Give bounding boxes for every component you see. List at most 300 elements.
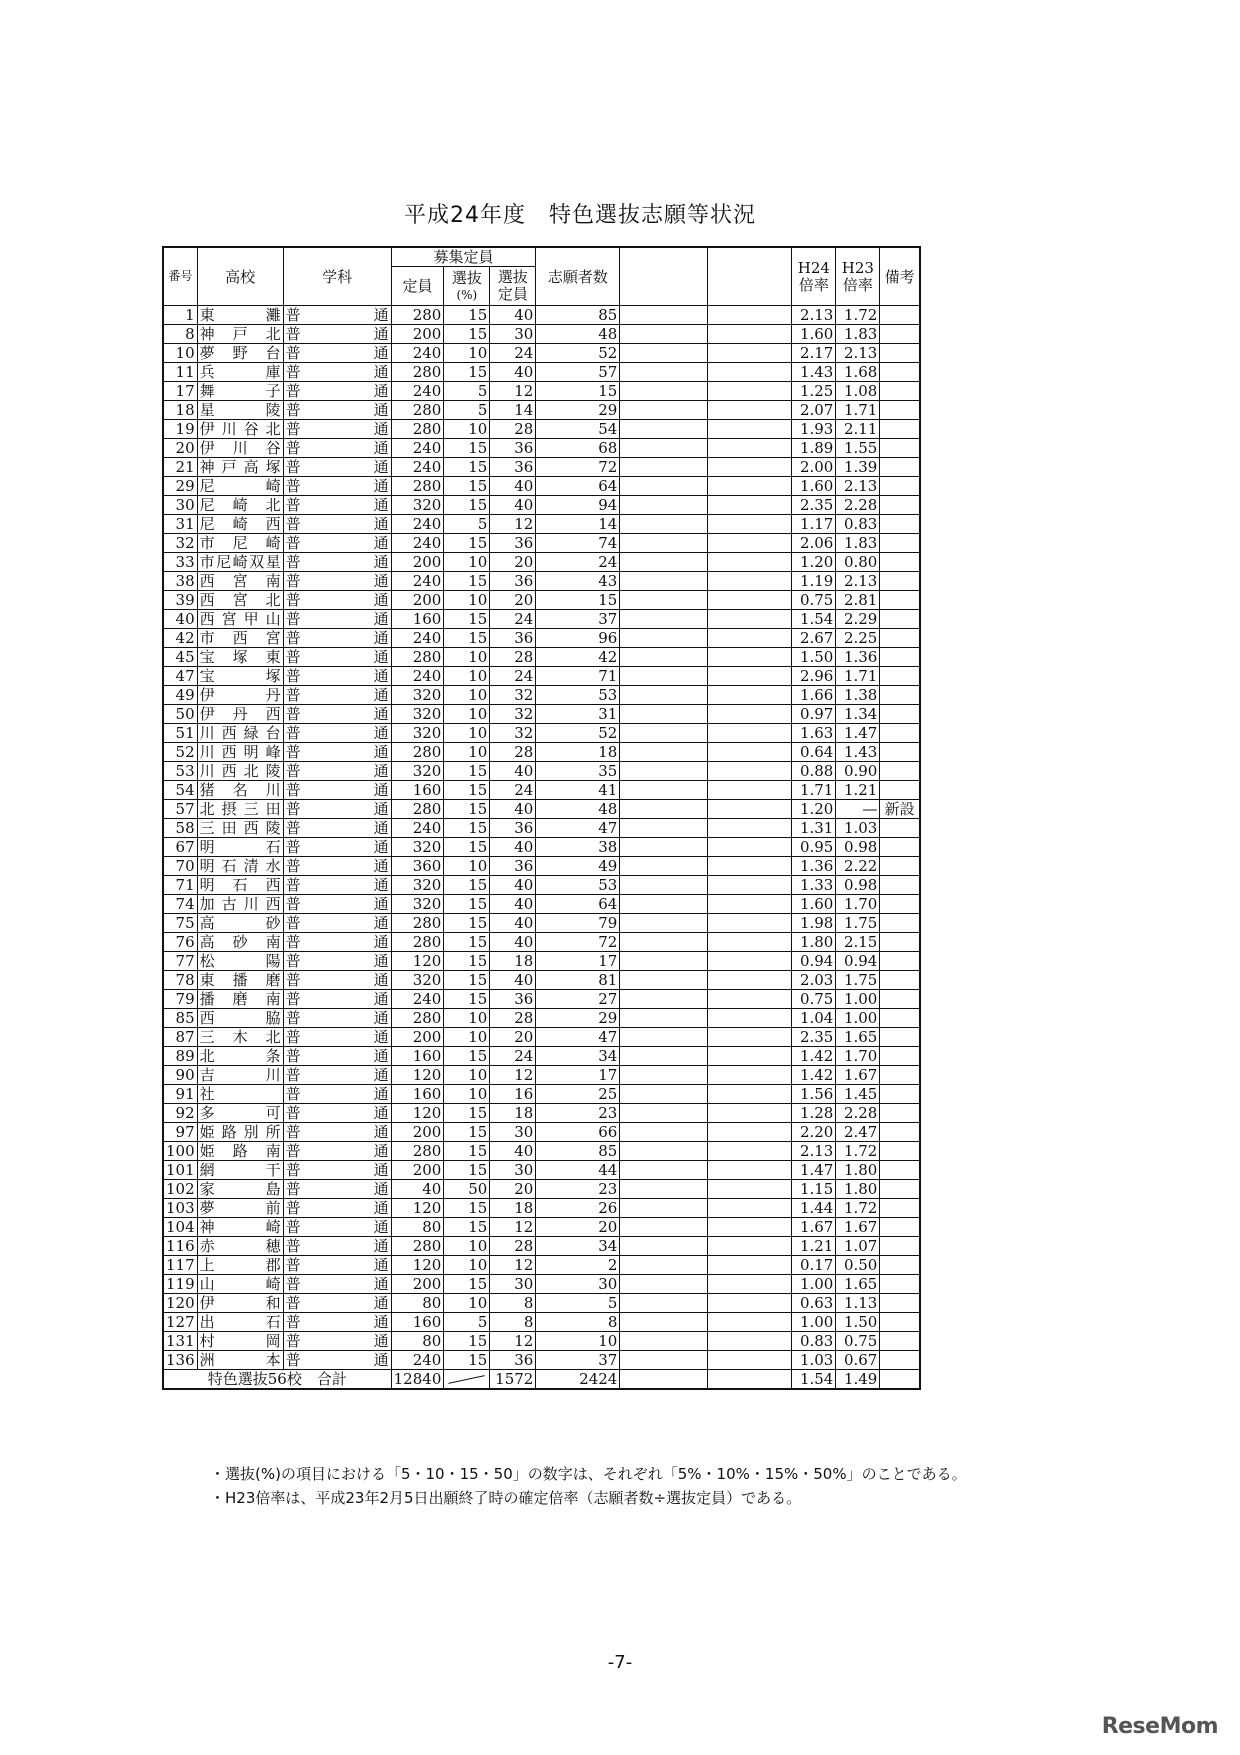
row-no: 45 [163, 648, 197, 667]
row-capacity: 120 [391, 1104, 444, 1123]
table-row [163, 971, 920, 990]
row-h23: 1.70 [836, 1047, 880, 1066]
row-dept-1: 普 [285, 1085, 301, 1103]
row-h23: 1.83 [836, 534, 880, 553]
row-dept [283, 705, 391, 724]
row-school: 市尼崎双星 [197, 553, 283, 572]
row-select-quota: 12 [490, 1256, 536, 1275]
row-school: 姫路別所 [197, 1123, 283, 1142]
row-blank2 [708, 876, 792, 895]
row-blank1 [620, 439, 708, 458]
row-select-quota: 30 [490, 1161, 536, 1180]
row-blank1 [620, 724, 708, 743]
row-h24: 1.28 [792, 1104, 836, 1123]
row-dept-1: 普 [285, 363, 301, 381]
row-school: 播磨南 [197, 990, 283, 1009]
row-dept [283, 1104, 391, 1123]
row-select-pct: 15 [444, 1142, 490, 1161]
row-h23: 0.94 [836, 952, 880, 971]
row-dept-2: 通 [373, 439, 389, 457]
row-dept-1: 普 [285, 382, 301, 400]
row-blank2 [708, 515, 792, 534]
row-select-quota: 28 [490, 743, 536, 762]
row-blank2 [708, 344, 792, 363]
header-h23: H23倍率 [836, 247, 880, 306]
row-blank2 [708, 439, 792, 458]
row-select-quota: 14 [490, 401, 536, 420]
row-blank2 [708, 1256, 792, 1275]
row-applicants: 53 [536, 686, 620, 705]
row-select-pct: 10 [444, 1066, 490, 1085]
table-row [163, 1180, 920, 1199]
row-remarks [880, 819, 920, 838]
row-remarks [880, 477, 920, 496]
table-row [163, 838, 920, 857]
row-remarks [880, 401, 920, 420]
header-no: 番号 [163, 247, 197, 306]
row-no: 53 [163, 762, 197, 781]
row-capacity: 280 [391, 648, 444, 667]
row-h23: 2.28 [836, 1104, 880, 1123]
row-capacity: 240 [391, 439, 444, 458]
row-blank1 [620, 1161, 708, 1180]
row-no: 97 [163, 1123, 197, 1142]
row-dept-2: 通 [373, 1028, 389, 1046]
row-h23: 2.22 [836, 857, 880, 876]
row-select-quota: 36 [490, 857, 536, 876]
row-blank1 [620, 1085, 708, 1104]
row-h24: 1.98 [792, 914, 836, 933]
row-h23: 1.00 [836, 990, 880, 1009]
row-h24: 1.31 [792, 819, 836, 838]
row-no: 32 [163, 534, 197, 553]
row-dept-1: 普 [285, 553, 301, 571]
row-blank1 [620, 572, 708, 591]
row-h24: 1.25 [792, 382, 836, 401]
row-blank1 [620, 325, 708, 344]
row-dept-1: 普 [285, 819, 301, 837]
row-dept-2: 通 [373, 344, 389, 362]
row-select-pct: 10 [444, 743, 490, 762]
table-row [163, 743, 920, 762]
row-blank2 [708, 971, 792, 990]
row-school: 吉川 [197, 1066, 283, 1085]
header-blank2 [708, 247, 792, 306]
row-h23: 1.43 [836, 743, 880, 762]
row-school: 神戸高塚 [197, 458, 283, 477]
row-h24: 2.96 [792, 667, 836, 686]
row-dept-2: 通 [373, 990, 389, 1008]
note-1: ・選抜(%)の項目における「5・10・15・50」の数字は、それぞれ「5%・10%・15%・50%」のことである。 [210, 1465, 967, 1483]
row-capacity: 200 [391, 553, 444, 572]
row-dept [283, 553, 391, 572]
table-row [163, 724, 920, 743]
row-select-quota: 36 [490, 819, 536, 838]
row-h24: 1.20 [792, 800, 836, 819]
table-row [163, 1218, 920, 1237]
table-row [163, 876, 920, 895]
row-h24: 2.13 [792, 306, 836, 325]
row-select-quota: 28 [490, 1237, 536, 1256]
row-select-pct: 10 [444, 1256, 490, 1275]
row-dept-2: 通 [373, 515, 389, 533]
row-remarks [880, 1104, 920, 1123]
row-dept-2: 通 [373, 914, 389, 932]
table-row [163, 401, 920, 420]
row-capacity: 320 [391, 895, 444, 914]
row-blank1 [620, 306, 708, 325]
row-remarks: 新設 [880, 800, 920, 819]
row-dept-1: 普 [285, 439, 301, 457]
row-dept [283, 458, 391, 477]
row-select-quota: 24 [490, 667, 536, 686]
row-h23: — [836, 800, 880, 819]
row-blank2 [708, 496, 792, 515]
row-no: 102 [163, 1180, 197, 1199]
row-select-pct: 10 [444, 420, 490, 439]
row-applicants: 66 [536, 1123, 620, 1142]
row-no: 52 [163, 743, 197, 762]
row-dept [283, 895, 391, 914]
row-applicants: 85 [536, 306, 620, 325]
row-remarks [880, 686, 920, 705]
row-remarks [880, 1047, 920, 1066]
total-h23: 1.49 [836, 1370, 880, 1390]
row-select-pct: 15 [444, 800, 490, 819]
row-remarks [880, 914, 920, 933]
row-capacity: 80 [391, 1294, 444, 1313]
row-school: 明石西 [197, 876, 283, 895]
row-blank2 [708, 933, 792, 952]
row-dept [283, 1161, 391, 1180]
row-capacity: 280 [391, 306, 444, 325]
row-no: 120 [163, 1294, 197, 1313]
row-blank2 [708, 705, 792, 724]
row-capacity: 240 [391, 1351, 444, 1370]
row-dept [283, 1142, 391, 1161]
row-applicants: 72 [536, 933, 620, 952]
row-dept-2: 通 [373, 1161, 389, 1179]
row-remarks [880, 724, 920, 743]
row-h23: 2.47 [836, 1123, 880, 1142]
row-applicants: 52 [536, 344, 620, 363]
row-no: 1 [163, 306, 197, 325]
row-no: 131 [163, 1332, 197, 1351]
row-dept-2: 通 [373, 610, 389, 628]
row-capacity: 120 [391, 1256, 444, 1275]
row-dept-2: 通 [373, 1256, 389, 1274]
row-select-pct: 15 [444, 1161, 490, 1180]
row-no: 103 [163, 1199, 197, 1218]
row-dept-2: 通 [373, 1351, 389, 1369]
row-blank1 [620, 914, 708, 933]
row-dept-2: 通 [373, 363, 389, 381]
row-h23: 1.71 [836, 401, 880, 420]
page-number: -7- [607, 1652, 633, 1673]
table-row [163, 458, 920, 477]
row-no: 51 [163, 724, 197, 743]
row-capacity: 160 [391, 1047, 444, 1066]
table-row [163, 800, 920, 819]
row-dept-1: 普 [285, 1237, 301, 1255]
row-h23: 0.98 [836, 838, 880, 857]
row-remarks [880, 1180, 920, 1199]
row-select-pct: 15 [444, 496, 490, 515]
row-no: 78 [163, 971, 197, 990]
header-select-pct [444, 267, 490, 306]
row-remarks [880, 363, 920, 382]
row-school: 宝塚 [197, 667, 283, 686]
row-no: 49 [163, 686, 197, 705]
row-capacity: 200 [391, 1123, 444, 1142]
row-dept-1: 普 [285, 477, 301, 495]
row-school: 夢野台 [197, 344, 283, 363]
row-blank2 [708, 1199, 792, 1218]
row-select-quota: 36 [490, 572, 536, 591]
row-remarks [880, 439, 920, 458]
row-blank1 [620, 496, 708, 515]
row-blank1 [620, 610, 708, 629]
row-select-pct: 15 [444, 781, 490, 800]
row-capacity: 240 [391, 819, 444, 838]
row-h23: 1.36 [836, 648, 880, 667]
row-remarks [880, 1256, 920, 1275]
row-dept-2: 通 [373, 1142, 389, 1160]
row-dept [283, 952, 391, 971]
row-remarks [880, 344, 920, 363]
row-blank1 [620, 990, 708, 1009]
row-school: 尼崎西 [197, 515, 283, 534]
row-select-quota: 40 [490, 477, 536, 496]
row-school: 出石 [197, 1313, 283, 1332]
row-h23: 0.75 [836, 1332, 880, 1351]
row-select-pct: 15 [444, 477, 490, 496]
row-blank1 [620, 971, 708, 990]
row-h23: 1.07 [836, 1237, 880, 1256]
row-capacity: 280 [391, 933, 444, 952]
row-no: 18 [163, 401, 197, 420]
row-capacity: 320 [391, 838, 444, 857]
row-capacity: 280 [391, 401, 444, 420]
row-blank2 [708, 1351, 792, 1370]
row-dept-2: 通 [373, 1294, 389, 1312]
row-blank2 [708, 648, 792, 667]
row-applicants: 5 [536, 1294, 620, 1313]
row-school: 西宮南 [197, 572, 283, 591]
row-select-quota: 32 [490, 705, 536, 724]
row-no: 119 [163, 1275, 197, 1294]
row-school: 山崎 [197, 1275, 283, 1294]
row-applicants: 35 [536, 762, 620, 781]
row-h24: 1.03 [792, 1351, 836, 1370]
row-dept-1: 普 [285, 667, 301, 685]
row-dept [283, 743, 391, 762]
row-h24: 2.00 [792, 458, 836, 477]
row-h24: 2.35 [792, 1028, 836, 1047]
row-h24: 0.64 [792, 743, 836, 762]
row-h24: 1.33 [792, 876, 836, 895]
row-blank1 [620, 534, 708, 553]
row-blank2 [708, 382, 792, 401]
row-dept-1: 普 [285, 838, 301, 856]
row-h23: 1.65 [836, 1275, 880, 1294]
row-dept [283, 1237, 391, 1256]
row-h24: 1.04 [792, 1009, 836, 1028]
header-applicants: 志願者数 [536, 247, 620, 306]
row-select-pct: 15 [444, 990, 490, 1009]
row-capacity: 240 [391, 990, 444, 1009]
row-h23: 1.34 [836, 705, 880, 724]
row-dept-2: 通 [373, 648, 389, 666]
row-h24: 2.07 [792, 401, 836, 420]
row-no: 67 [163, 838, 197, 857]
row-capacity: 200 [391, 1161, 444, 1180]
total-row [163, 1370, 920, 1390]
header-dept: 学科 [283, 247, 391, 306]
row-dept-2: 通 [373, 382, 389, 400]
row-h23: 2.28 [836, 496, 880, 515]
row-school: 伊川谷北 [197, 420, 283, 439]
row-applicants: 31 [536, 705, 620, 724]
row-dept [283, 1180, 391, 1199]
row-remarks [880, 1275, 920, 1294]
row-select-quota: 36 [490, 990, 536, 1009]
row-applicants: 10 [536, 1332, 620, 1351]
row-select-quota: 24 [490, 1047, 536, 1066]
row-h24: 0.75 [792, 990, 836, 1009]
row-dept-2: 通 [373, 420, 389, 438]
row-school: 北摂三田 [197, 800, 283, 819]
table-row [163, 914, 920, 933]
row-remarks [880, 648, 920, 667]
total-blank1 [620, 1370, 708, 1390]
row-dept-1: 普 [285, 1180, 301, 1198]
row-select-quota: 18 [490, 1104, 536, 1123]
row-h24: 1.89 [792, 439, 836, 458]
row-select-quota: 20 [490, 1180, 536, 1199]
row-remarks [880, 458, 920, 477]
row-school: 赤穂 [197, 1237, 283, 1256]
row-applicants: 23 [536, 1104, 620, 1123]
row-blank2 [708, 534, 792, 553]
row-blank2 [708, 686, 792, 705]
row-dept-1: 普 [285, 990, 301, 1008]
row-select-pct: 50 [444, 1180, 490, 1199]
row-h23: 2.29 [836, 610, 880, 629]
row-remarks [880, 933, 920, 952]
row-dept-2: 通 [373, 1047, 389, 1065]
row-h23: 0.67 [836, 1351, 880, 1370]
row-h24: 1.15 [792, 1180, 836, 1199]
row-blank1 [620, 1294, 708, 1313]
row-blank2 [708, 800, 792, 819]
row-school: 上郡 [197, 1256, 283, 1275]
row-dept [283, 857, 391, 876]
row-select-quota: 12 [490, 515, 536, 534]
row-dept-2: 通 [373, 477, 389, 495]
row-h24: 1.54 [792, 610, 836, 629]
row-select-pct: 5 [444, 382, 490, 401]
table-row [163, 420, 920, 439]
row-no: 89 [163, 1047, 197, 1066]
row-select-pct: 5 [444, 1313, 490, 1332]
row-blank2 [708, 1009, 792, 1028]
row-capacity: 200 [391, 325, 444, 344]
row-dept [283, 838, 391, 857]
row-blank1 [620, 363, 708, 382]
row-capacity: 160 [391, 1313, 444, 1332]
row-school: 高砂南 [197, 933, 283, 952]
row-school: 星陵 [197, 401, 283, 420]
row-school: 夢前 [197, 1199, 283, 1218]
row-capacity: 280 [391, 363, 444, 382]
row-dept [283, 1313, 391, 1332]
row-dept [283, 1275, 391, 1294]
row-h24: 1.19 [792, 572, 836, 591]
row-blank1 [620, 1237, 708, 1256]
row-select-pct: 15 [444, 534, 490, 553]
table-row [163, 439, 920, 458]
row-school: 西脇 [197, 1009, 283, 1028]
row-dept-1: 普 [285, 515, 301, 533]
row-school: 社 [197, 1085, 283, 1104]
row-dept-1: 普 [285, 1256, 301, 1274]
row-h23: 1.38 [836, 686, 880, 705]
row-select-quota: 36 [490, 534, 536, 553]
row-applicants: 18 [536, 743, 620, 762]
total-pct-slash [444, 1370, 490, 1390]
row-dept-1: 普 [285, 1199, 301, 1217]
total-label: 特色選抜56校 合計 [163, 1370, 391, 1390]
row-no: 33 [163, 553, 197, 572]
row-dept-2: 通 [373, 667, 389, 685]
row-dept-2: 通 [373, 952, 389, 970]
row-h23: 1.72 [836, 1199, 880, 1218]
row-select-quota: 40 [490, 496, 536, 515]
row-applicants: 15 [536, 591, 620, 610]
row-no: 38 [163, 572, 197, 591]
row-capacity: 320 [391, 971, 444, 990]
row-applicants: 30 [536, 1275, 620, 1294]
row-dept [283, 914, 391, 933]
row-applicants: 34 [536, 1237, 620, 1256]
row-dept-2: 通 [373, 1009, 389, 1027]
row-blank1 [620, 895, 708, 914]
row-h24: 1.80 [792, 933, 836, 952]
row-h23: 1.13 [836, 1294, 880, 1313]
row-select-pct: 15 [444, 1332, 490, 1351]
row-select-quota: 12 [490, 382, 536, 401]
row-blank1 [620, 952, 708, 971]
row-applicants: 8 [536, 1313, 620, 1332]
row-applicants: 20 [536, 1218, 620, 1237]
row-blank2 [708, 401, 792, 420]
row-h24: 1.36 [792, 857, 836, 876]
row-no: 8 [163, 325, 197, 344]
row-no: 20 [163, 439, 197, 458]
row-h23: 1.21 [836, 781, 880, 800]
row-capacity: 280 [391, 800, 444, 819]
table-row [163, 933, 920, 952]
row-applicants: 37 [536, 610, 620, 629]
row-dept-1: 普 [285, 591, 301, 609]
row-blank1 [620, 800, 708, 819]
row-h23: 0.83 [836, 515, 880, 534]
row-dept [283, 572, 391, 591]
row-dept-2: 通 [373, 686, 389, 704]
table-row [163, 1332, 920, 1351]
row-h23: 1.83 [836, 325, 880, 344]
